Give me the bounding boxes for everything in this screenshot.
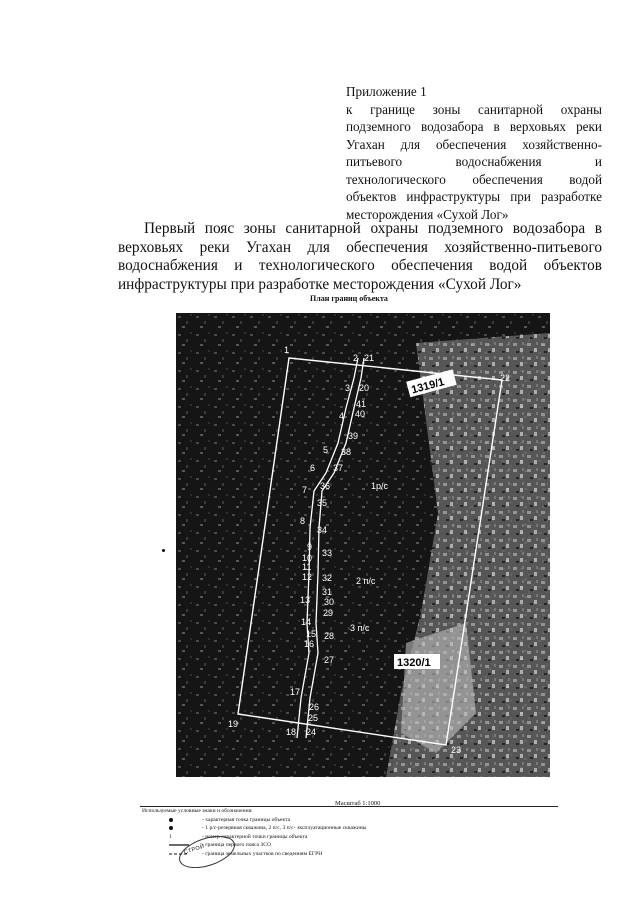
point-label: 31 [322, 587, 333, 597]
point-label: 24 [306, 727, 317, 737]
point-label: 28 [324, 631, 335, 641]
appendix-block [346, 83, 602, 223]
appendix-title: Приложение 1 [346, 84, 427, 99]
point-label: 29 [323, 608, 334, 618]
point-label: 34 [317, 525, 328, 535]
point-label: 13 [300, 595, 311, 605]
point-label: 15 [306, 629, 317, 639]
scale-label: Масштаб 1:1000 [335, 800, 381, 807]
legend-item: - характерная точка границы объекта [202, 816, 291, 823]
legend-number-symbol: 1 [169, 833, 172, 840]
point-label: 5 [323, 445, 329, 455]
appendix-body: к границе зоны санитарной охраны подземного водозабора в верховьях реки Угахан для обеспечения хозяйственно-питьевого водоснабжения и технологического обеспечения водой объектов инфраструктуры при разработке месторождения «Сухой Лог» [346, 101, 602, 222]
point-label: 18 [286, 727, 297, 737]
point-label: 11 [302, 562, 312, 572]
point-label: 7 [302, 485, 308, 495]
point-label: 20 [359, 383, 370, 393]
corner-label-22: 22 [500, 373, 511, 383]
point-label: 30 [324, 597, 335, 607]
legend-item: - номер характерной точки границы объекта [202, 833, 308, 840]
well-dot-icon [169, 826, 173, 830]
point-label: 27 [324, 655, 335, 665]
point-label: 10 [302, 553, 313, 563]
point-label: 6 [310, 463, 316, 473]
point-label: 9 [307, 542, 313, 552]
legend-item: - 1 р/с-резервная скважина, 2 п/с, 3 п/с- эксплуатационные скважины [202, 825, 367, 832]
point-label: 16 [304, 639, 315, 649]
corner-label-23: 23 [451, 745, 462, 755]
parcel-1320-label [394, 654, 440, 669]
point-label: 26 [309, 702, 320, 712]
point-label: 14 [301, 617, 312, 627]
point-label: 41 [356, 399, 367, 409]
stray-mark [162, 549, 165, 552]
point-label: 35 [317, 498, 328, 508]
point-label: 40 [355, 409, 366, 419]
legend-item: - граница первого пояса ЗСО [202, 842, 271, 849]
plan-title: План границ объекта [140, 294, 558, 304]
site-plan-map [176, 313, 550, 777]
well-label: 2 п/с [356, 576, 376, 586]
legend-heading: Используемые условные знаки и обозначения: [142, 808, 253, 814]
well-label: 1р/с [371, 481, 389, 491]
corner-label-1: 1 [284, 345, 290, 355]
point-dot-icon [169, 818, 173, 822]
svg-text:1319/1: 1319/1 [410, 376, 446, 397]
point-label: 32 [322, 573, 333, 583]
svg-text:1320/1: 1320/1 [397, 657, 431, 669]
point-label: 12 [302, 572, 313, 582]
well-label: 3 п/с [350, 623, 370, 633]
point-label: 2 [353, 353, 359, 363]
point-label: 17 [290, 687, 301, 697]
point-label: 25 [308, 713, 319, 723]
point-label: 37 [333, 463, 344, 473]
point-label: 36 [320, 481, 331, 491]
stamp-seal: СТРОЙ [175, 830, 239, 875]
point-label: 39 [348, 431, 359, 441]
point-label: 4 [339, 411, 345, 421]
point-label: 3 [345, 383, 351, 393]
main-paragraph: Первый пояс зоны санитарной охраны подземного водозабора в верховьях реки Угахан для обеспечения хозяйственно-питьевого водоснабжения и технологического обеспечения водой объектов инфраструктуры при разработке месторождения «Сухой Лог» [118, 220, 602, 293]
legend-item: - граница земельных участков по сведениям ЕГРН [202, 850, 323, 857]
point-label: 33 [322, 548, 333, 558]
point-label: 38 [341, 447, 352, 457]
corner-label-19: 19 [228, 719, 239, 729]
point-label: 21 [364, 353, 375, 363]
point-label: 8 [300, 516, 306, 526]
